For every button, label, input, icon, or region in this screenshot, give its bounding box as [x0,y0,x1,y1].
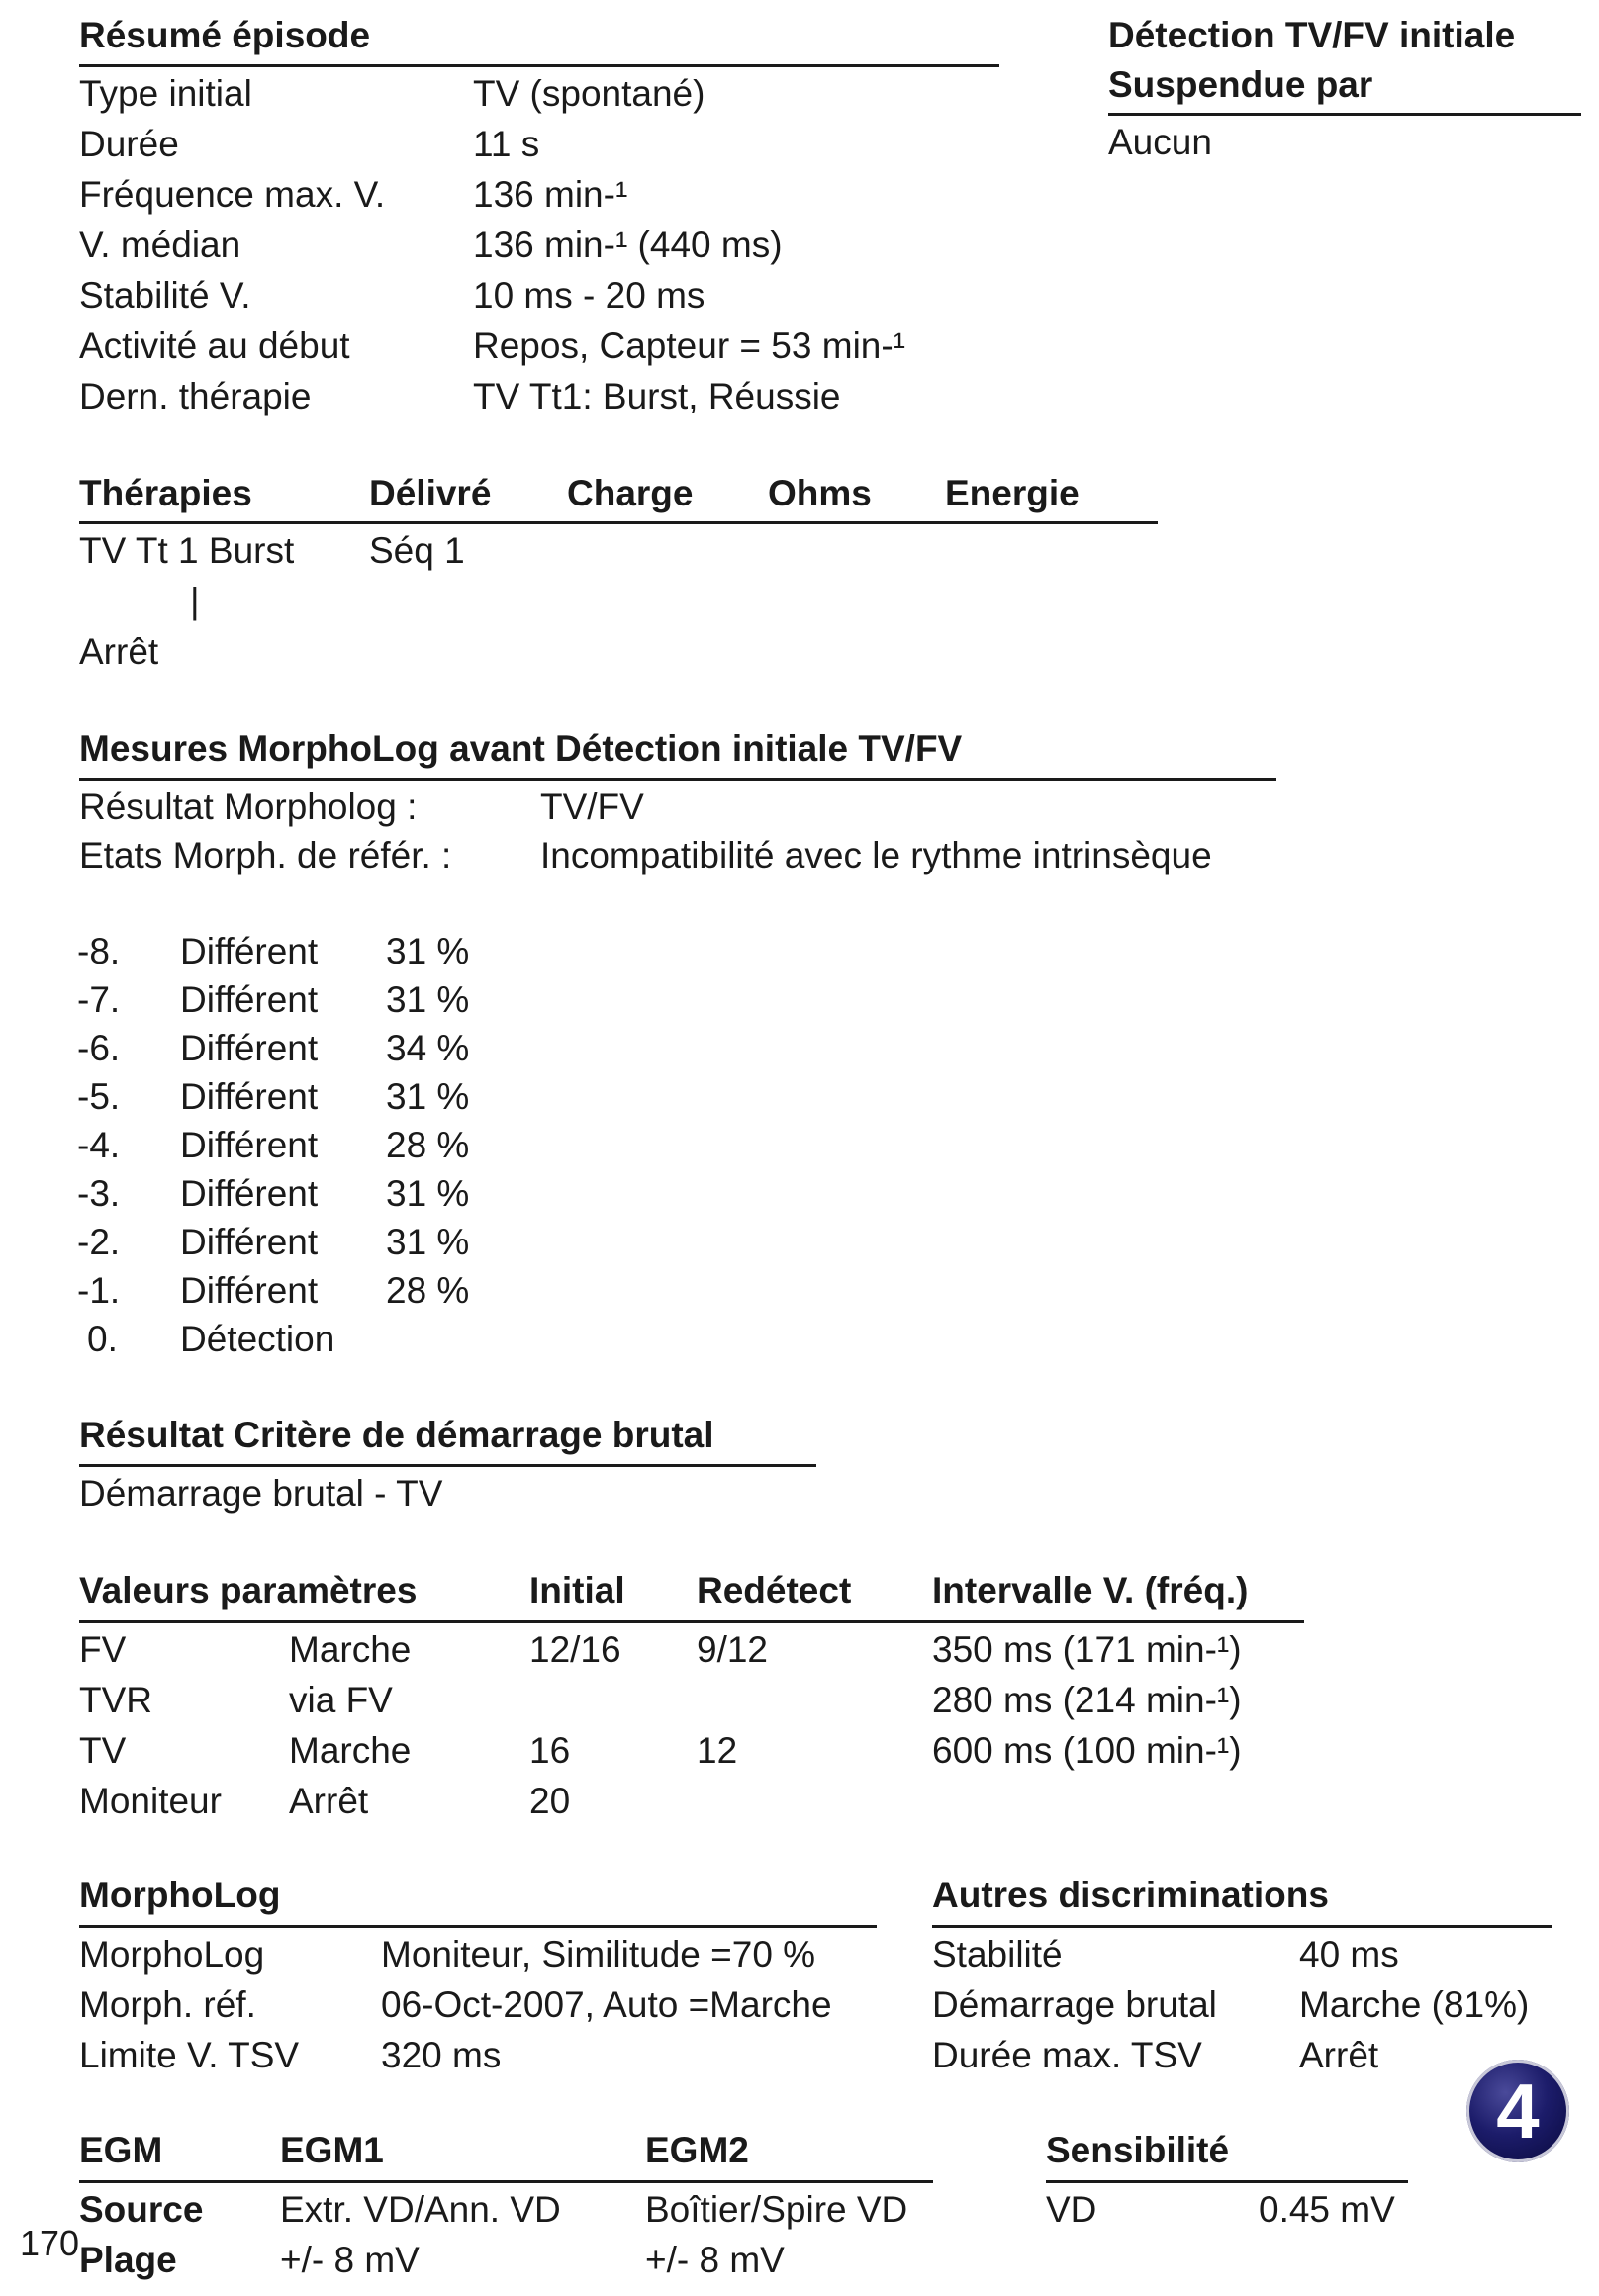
parameter-initial: 12/16 [529,1629,621,1670]
summary-label: Durée [79,124,179,164]
morpholog-value: Moniteur, Similitude =70 % [381,1934,816,1975]
egm1-col-header: EGM1 [280,2130,384,2170]
egm1-value: Extr. VD/Ann. VD [280,2189,561,2230]
summary-label: Type initial [79,73,252,114]
summary-value: 11 s [473,124,540,164]
initial-col-header: Initial [529,1570,625,1610]
summary-value: 136 min-¹ (440 ms) [473,225,783,265]
summary-label: Dern. thérapie [79,376,312,416]
parameters-rule [79,1620,1304,1623]
beat-percent: 31 % [386,1222,470,1262]
egm2-value: +/- 8 mV [645,2240,785,2280]
charge-col-header: Charge [567,473,694,513]
morpholog-label: Limite V. TSV [79,2035,300,2075]
discrimination-label: Stabilité [932,1934,1063,1975]
morpholog-result-value: TV/FV [540,786,644,827]
summary-label: Fréquence max. V. [79,174,386,215]
ohms-col-header: Ohms [768,473,872,513]
beat-index: -2. [77,1222,121,1262]
morpholog-label: MorphoLog [79,1934,265,1975]
parameter-redetect: 9/12 [697,1629,769,1670]
beat-percent: 28 % [386,1125,470,1165]
morpholog-value: 320 ms [381,2035,502,2075]
beat-index: 0. [87,1319,118,1359]
beat-index: -7. [77,979,121,1020]
onset-rule [79,1464,816,1467]
parameter-state: Marche [289,1629,412,1670]
egm-col-header: EGM [79,2130,163,2170]
redetect-col-header: Redétect [697,1570,852,1610]
beat-index: -4. [77,1125,121,1165]
egm1-value: +/- 8 mV [280,2240,420,2280]
page-number: 170 [20,2223,80,2263]
morpholog-title: MorphoLog [79,1875,281,1915]
beat-index: -8. [77,931,121,971]
therapies-col-header: Thérapies [79,473,252,513]
discrimination-label: Durée max. TSV [932,2035,1202,2075]
parameter-state: Arrêt [289,1781,369,1821]
summary-label: V. médian [79,225,241,265]
parameter-zone: Moniteur [79,1781,222,1821]
beat-status: Détection [180,1319,335,1359]
sensitivity-value: 0.45 mV [1259,2189,1395,2230]
sensitivity-title: Sensibilité [1046,2130,1230,2170]
beat-status: Différent [180,1173,319,1214]
discrimination-label: Démarrage brutal [932,1984,1217,2025]
egm-row-label: Plage [79,2240,177,2280]
detection-title: Détection TV/FV initiale [1108,15,1516,55]
beat-status: Différent [180,1076,319,1117]
beat-percent: 34 % [386,1028,470,1068]
beat-status: Différent [180,1125,319,1165]
discrimination-value: 40 ms [1299,1934,1399,1975]
detection-value: Aucun [1108,122,1212,162]
summary-value: Repos, Capteur = 53 min-¹ [473,325,906,366]
parameter-zone: TVR [79,1680,152,1720]
morpholog-result-label: Résultat Morpholog : [79,786,418,827]
parameter-state: Marche [289,1730,412,1771]
beat-index: -5. [77,1076,121,1117]
summary-value: 10 ms - 20 ms [473,275,705,316]
parameter-zone: FV [79,1629,127,1670]
morpholog-states-value: Incompatibilité avec le rythme intrinsèque [540,835,1212,875]
beat-index: -6. [77,1028,121,1068]
detection-subtitle: Suspendue par [1108,64,1373,105]
beat-index: -3. [77,1173,121,1214]
beat-percent: 31 % [386,1076,470,1117]
morpholog-measures-rule [79,778,1276,781]
delivered-col-header: Délivré [369,473,492,513]
parameter-interval: 600 ms (100 min-¹) [932,1730,1242,1771]
onset-value: Démarrage brutal - TV [79,1473,443,1514]
parameter-initial: 20 [529,1781,571,1821]
parameter-redetect: 12 [697,1730,738,1771]
egm2-value: Boîtier/Spire VD [645,2189,908,2230]
egm-rule [79,2180,933,2183]
beat-percent: 31 % [386,931,470,971]
other-discriminations-title: Autres discriminations [932,1875,1329,1915]
therapy-delivered: Séq 1 [369,530,465,571]
egm2-col-header: EGM2 [645,2130,749,2170]
summary-label: Activité au début [79,325,350,366]
morpholog-value: 06-Oct-2007, Auto =Marche [381,1984,832,2025]
sensitivity-rule [1046,2180,1408,2183]
therapy-end-label: Arrêt [79,631,159,672]
beat-status: Différent [180,1028,319,1068]
discrimination-value: Marche (81%) [1299,1984,1530,2025]
morpholog-states-label: Etats Morph. de référ. : [79,835,452,875]
beat-percent: 28 % [386,1270,470,1311]
onset-title: Résultat Critère de démarrage brutal [79,1415,714,1455]
parameter-interval: 280 ms (214 min-¹) [932,1680,1242,1720]
morpholog-rule [79,1925,877,1928]
beat-percent: 31 % [386,1173,470,1214]
discrimination-value: Arrêt [1299,2035,1379,2075]
parameter-interval: 350 ms (171 min-¹) [932,1629,1242,1670]
beat-percent: 31 % [386,979,470,1020]
parameter-state: via FV [289,1680,393,1720]
summary-value: TV (spontané) [473,73,705,114]
parameter-zone: TV [79,1730,127,1771]
summary-value: 136 min-¹ [473,174,628,215]
morpholog-measures-title: Mesures MorphoLog avant Détection initiale TV/FV [79,728,963,769]
chapter-badge: 4 [1466,2060,1569,2162]
therapies-rule [79,521,1158,524]
beat-status: Différent [180,1222,319,1262]
egm-row-label: Source [79,2189,204,2230]
summary-label: Stabilité V. [79,275,251,316]
therapy-separator: | [190,581,200,621]
beat-index: -1. [77,1270,121,1311]
episode-summary-title: Résumé épisode [79,15,371,55]
episode-summary-rule [79,64,999,67]
summary-value: TV Tt1: Burst, Réussie [473,376,841,416]
sensitivity-label: VD [1046,2189,1097,2230]
beat-status: Différent [180,931,319,971]
other-discriminations-rule [932,1925,1552,1928]
detection-rule [1108,113,1581,116]
interval-col-header: Intervalle V. (fréq.) [932,1570,1249,1610]
morpholog-label: Morph. réf. [79,1984,256,2025]
beat-status: Différent [180,979,319,1020]
energy-col-header: Energie [945,473,1080,513]
parameter-initial: 16 [529,1730,571,1771]
parameters-col-header: Valeurs paramètres [79,1570,418,1610]
beat-status: Différent [180,1270,319,1311]
therapy-name: TV Tt 1 Burst [79,530,295,571]
